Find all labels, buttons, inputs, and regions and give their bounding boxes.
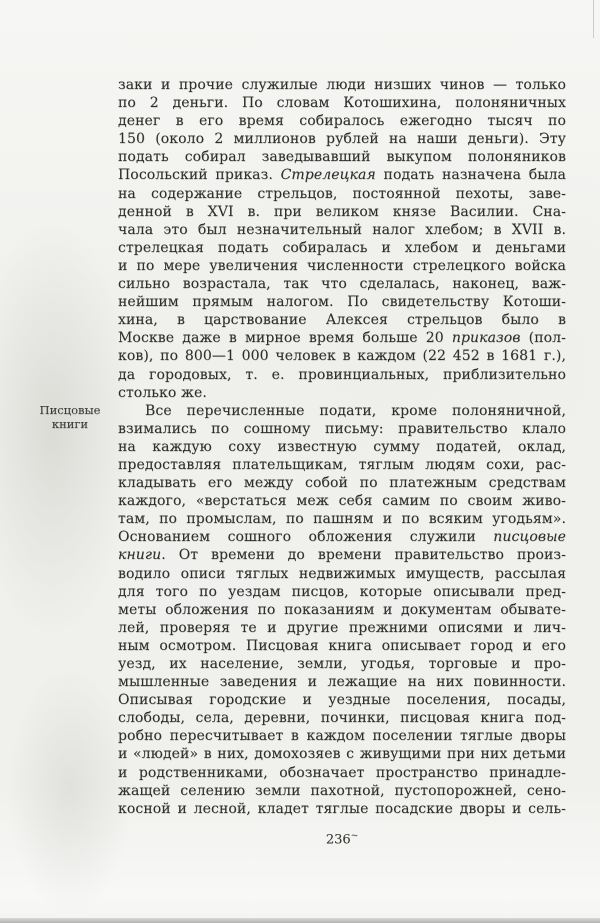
margin-note <box>32 404 108 431</box>
text-line <box>118 257 566 275</box>
text-line <box>118 565 566 583</box>
text-segment: Посольский приказ. <box>118 167 281 184</box>
text-segment: взимались по сошному письму: правительство клало <box>118 420 566 437</box>
text-line <box>118 764 566 782</box>
text-segment: чала это был незначительный налог хлебом; в XVII в. <box>118 221 566 238</box>
text-line <box>118 203 566 221</box>
text-segment: От времени до времени правительство произ- <box>165 547 566 564</box>
text-line <box>118 709 566 727</box>
text-segment: Основанием сошного обложения служили <box>118 529 494 546</box>
text-line <box>118 691 566 709</box>
text-line <box>118 745 566 763</box>
text-line <box>118 583 566 601</box>
text-segment: мышленные заведения и лежащие на них повинности. <box>118 674 566 691</box>
text-segment: Описывая городские и уездные поселения, посады, <box>118 692 566 709</box>
text-segment: на каждую соху известную сумму податей, оклад, <box>118 438 566 455</box>
text-segment: заки и прочие служилые люди низших чинов — только <box>118 77 566 93</box>
text-line <box>118 347 566 365</box>
text-segment: кладывать его между собой по платежным средствам <box>118 475 566 492</box>
text-line <box>118 619 566 637</box>
text-line <box>118 673 566 691</box>
text-segment: слободы, села, деревни, починки, писцовая книга под- <box>118 710 566 727</box>
italic-text-segment: писцовые <box>493 529 566 546</box>
text-line <box>118 492 566 510</box>
text-segment: денег в его время собиралось ежегодно тысяч по <box>118 113 566 130</box>
text-segment: стрелецкая подать собиралась и хлебом и деньгами <box>118 239 566 256</box>
text-line <box>118 601 566 619</box>
italic-text-segment: Стрелецкая <box>280 167 376 184</box>
text-segment: и «людей» в них, домохозяев с живущими при них детьми <box>118 746 566 763</box>
text-line <box>118 474 566 492</box>
text-line <box>118 782 566 800</box>
text-segment: сильно возрастала, так что сделалась, наконец, важ- <box>118 276 566 293</box>
scan-bottom-edge <box>0 918 600 923</box>
text-segment: нейшим прямым налогом. По свидетельству Котоши- <box>118 294 566 311</box>
text-line <box>118 185 566 203</box>
text-segment: косной и лесной, кладет тяглые посадские дворы и сель- <box>118 800 566 817</box>
text-line <box>118 293 566 311</box>
text-segment: 150 (около 2 миллионов рублей на наши деньги). Эту <box>118 131 566 148</box>
text-segment: ков), по 800—1 000 человек в каждом (22 452 в 1681 г.), <box>118 348 566 365</box>
margin-note-line2: книги <box>51 416 89 431</box>
text-segment: там, по промыслам, по пашням и по всяким угодьям». <box>118 511 566 528</box>
text-segment: меты обложения по показаниям и документам обывате- <box>118 601 566 618</box>
italic-text-segment: книги. <box>118 547 166 564</box>
text-line <box>118 166 566 184</box>
text-segment: водило описи тяглых недвижимых имуществ, рассылая <box>118 565 566 582</box>
text-segment: каждого, «верстаться меж себя самим по своим живо- <box>118 493 566 510</box>
text-segment: подать собирал заведывавший выкупом полоняников <box>118 149 566 166</box>
text-segment: уезд, их население, земли, угодья, торговые и про- <box>118 656 566 672</box>
text-segment: подать назначена была <box>375 167 566 184</box>
text-segment: робно пересчитывает в каждом поселении тяглые дворы <box>118 728 566 745</box>
text-line <box>118 655 566 673</box>
text-segment: предоставляя плательщикам, тяглым людям сохи, рас- <box>118 456 566 473</box>
text-line <box>118 384 566 402</box>
text-line <box>118 456 566 474</box>
text-line <box>118 546 566 564</box>
page-number-mark: ~ <box>350 831 359 841</box>
text-segment: и родственниками, обозначает пространство принадле- <box>118 764 566 781</box>
text-segment: по 2 деньги. По словам Котошихина, полоняничных <box>118 95 566 112</box>
text-line <box>118 510 566 528</box>
text-line <box>118 148 566 166</box>
text-line <box>118 800 566 818</box>
text-segment: Москве даже в мирное время больше 20 <box>118 330 452 347</box>
text-segment: денной в XVI в. при великом князе Василии. Сна- <box>118 203 566 220</box>
page-number <box>118 831 566 847</box>
text-segment: для того по уездам писцов, которые описывали пред- <box>118 583 566 600</box>
page-number-value: 236 <box>325 832 351 848</box>
margin-note-line1: Писцовые <box>39 403 101 417</box>
text-line <box>118 727 566 745</box>
text-line <box>118 402 566 420</box>
text-segment: лей, проверяя те и другие прежними описями и лич- <box>118 619 566 636</box>
text-segment: Все перечисленные подати, кроме полоняничной, <box>145 402 566 419</box>
text-line <box>118 637 566 655</box>
text-line <box>118 528 566 546</box>
page-text <box>118 76 566 818</box>
text-line <box>118 130 566 148</box>
text-line <box>118 76 566 94</box>
text-line <box>118 239 566 257</box>
page-edge-line <box>593 0 594 38</box>
text-segment: (пол- <box>520 330 566 347</box>
text-segment: ным осмотром. Писцовая книга описывает город и его <box>118 637 566 654</box>
text-segment: да городовых, т. е. провинциальных, приблизительно <box>118 366 566 383</box>
italic-text-segment: приказов <box>451 330 521 347</box>
text-line <box>118 311 566 329</box>
text-line <box>118 275 566 293</box>
text-line <box>118 221 566 239</box>
text-line <box>118 329 566 347</box>
text-segment: столько же. <box>118 384 207 401</box>
text-segment: жащей селению земли пахотной, пустопорожней, сено- <box>118 782 566 799</box>
text-segment: хина, в царствование Алексея стрельцов было в <box>118 312 566 329</box>
text-line <box>118 438 566 456</box>
text-line <box>118 420 566 438</box>
text-line <box>118 112 566 130</box>
text-segment: и по мере увеличения численности стрелецкого войска <box>118 257 566 274</box>
text-segment: на содержание стрельцов, постоянной пехоты, заве- <box>118 185 566 202</box>
text-line <box>118 94 566 112</box>
text-line <box>118 366 566 384</box>
